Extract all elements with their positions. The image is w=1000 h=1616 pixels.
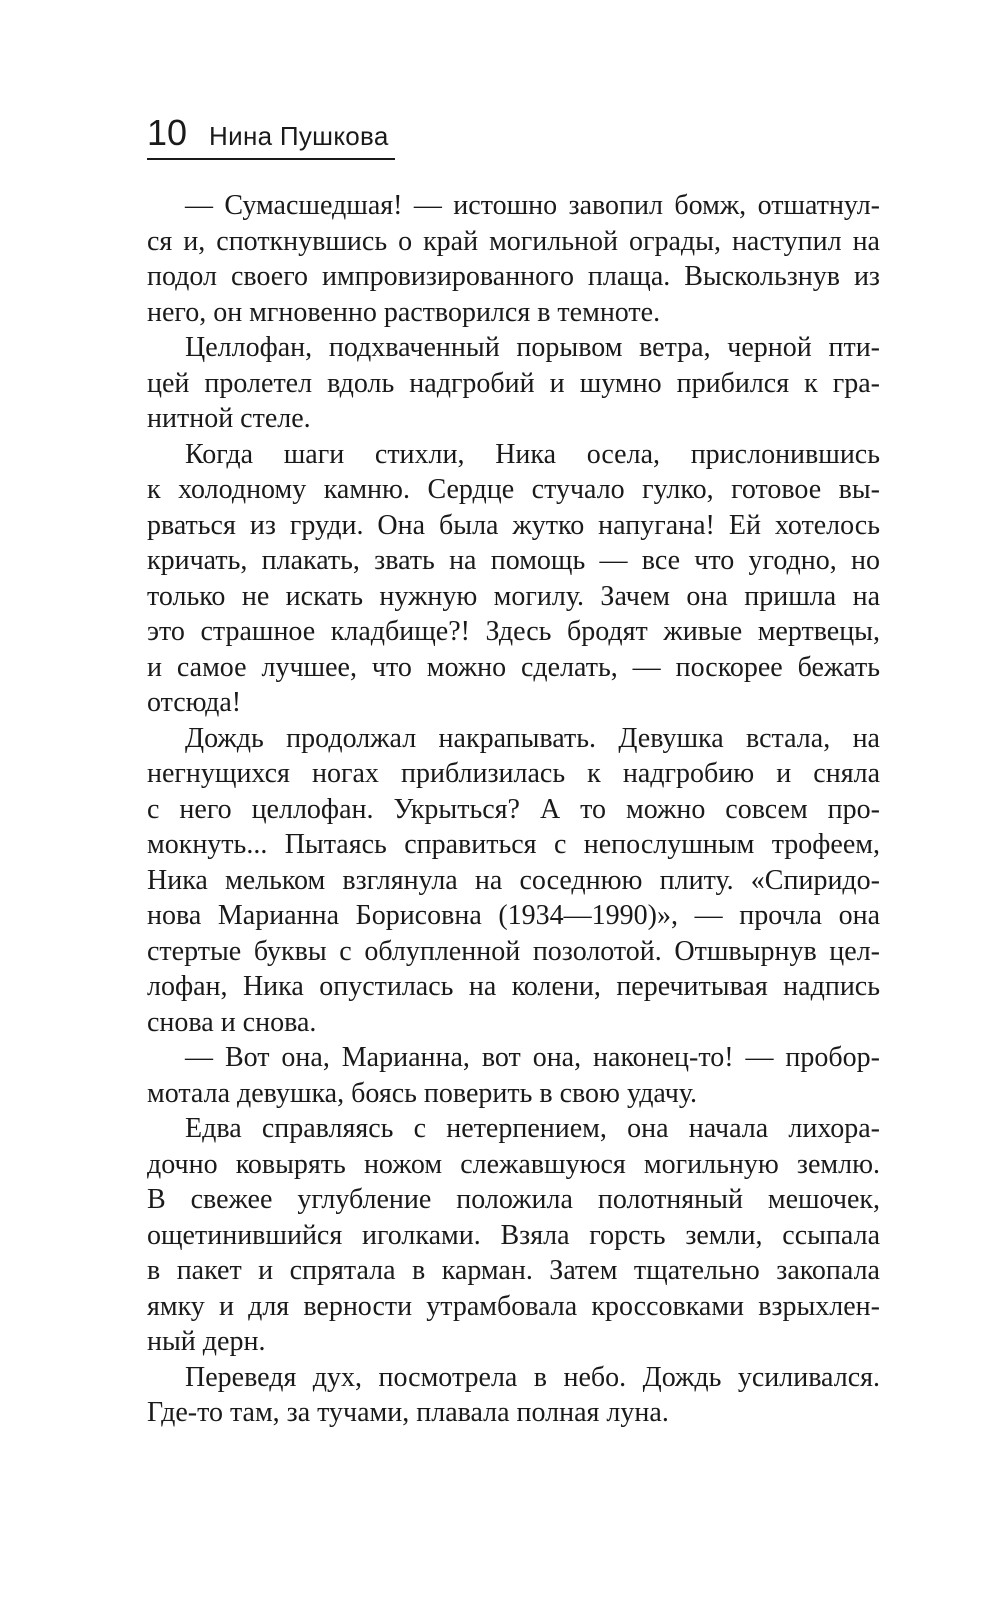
text-line: лофан, Ника опустилась на колени, перечитывая надпись bbox=[147, 971, 880, 1002]
text-line: с него целлофан. Укрыться? А то можно совсем про- bbox=[147, 793, 880, 825]
text-line: Где-то там, за тучами, плавала полная луна. bbox=[147, 1397, 669, 1428]
text-line: негнущихся ногах приблизилась к надгробию и сняла bbox=[147, 758, 880, 789]
text-line: кричать, плакать, звать на помощь — все что угодно, но bbox=[147, 545, 880, 576]
page-number: 10 bbox=[147, 112, 188, 153]
text-line: подол своего импровизированного плаща. Выскользнув из bbox=[147, 261, 880, 292]
text-line: это страшное кладбище?! Здесь бродят живые мертвецы, bbox=[147, 616, 880, 647]
text-line: ямку и для верности утрамбовала кроссовками взрыхлен- bbox=[147, 1290, 880, 1322]
text-line: дочно ковырять ножом слежавшуюся могильную землю. bbox=[147, 1148, 880, 1180]
text-line: ощетинившийся иголками. Взяла горсть земли, ссыпала bbox=[147, 1219, 880, 1251]
text-line: мотала девушка, боясь поверить в свою удачу. bbox=[147, 1077, 698, 1109]
text-line: рваться из груди. Она была жутко напугана! Ей хотелось bbox=[147, 509, 880, 541]
text-line: Целлофан, подхваченный порывом ветра, черной пти- bbox=[185, 332, 880, 363]
text-line: Ника мельком взглянула на соседнюю плиту. «Спиридо- bbox=[147, 864, 880, 896]
text-line: нитной стеле. bbox=[147, 403, 311, 434]
text-line: к холодному камню. Сердце стучало гулко, готовое вы- bbox=[147, 474, 880, 505]
text-line: только не искать нужную могилу. Зачем она пришла на bbox=[147, 580, 880, 612]
text-line: Дождь продолжал накрапывать. Девушка встала, на bbox=[185, 722, 880, 754]
text-line: отсюда! bbox=[147, 687, 242, 718]
text-line: мокнуть... Пытаясь справиться с непослушным трофеем, bbox=[147, 829, 880, 860]
text-line: ся и, споткнувшись о край могильной ограды, наступил на bbox=[147, 225, 880, 257]
text-line: стертые буквы с облупленной позолотой. Отшвырнув цел- bbox=[147, 935, 880, 967]
text-line: цей пролетел вдоль надгробий и шумно прибился к гра- bbox=[147, 367, 880, 399]
text-line: него, он мгновенно растворился в темноте. bbox=[147, 296, 661, 328]
text-line: снова и снова. bbox=[147, 1006, 317, 1038]
text-line: в пакет и спрятала в карман. Затем тщательно закопала bbox=[147, 1255, 880, 1286]
text-line: — Вот она, Марианна, вот она, наконец-то! — пробор- bbox=[185, 1042, 880, 1073]
running-title: Нина Пушкова bbox=[209, 121, 389, 151]
text-line: ный дерн. bbox=[147, 1326, 266, 1357]
text-line: Переведя дух, посмотрела в небо. Дождь усиливался. bbox=[185, 1361, 880, 1393]
text-line: Едва справляясь с нетерпением, она начала лихора- bbox=[185, 1113, 880, 1144]
text-line: Когда шаги стихли, Ника осела, прислонившись bbox=[185, 438, 880, 470]
text-line: и самое лучшее, что можно сделать, — поскорее бежать bbox=[147, 651, 880, 683]
text-line: нова Марианна Борисовна (1934—1990)», — прочла она bbox=[147, 900, 880, 931]
running-head bbox=[147, 108, 395, 160]
text-line: В свежее углубление положила полотняный мешочек, bbox=[147, 1184, 880, 1215]
body-text bbox=[147, 188, 880, 1431]
text-line: — Сумасшедшая! — истошно завопил бомж, отшатнул- bbox=[185, 190, 880, 221]
